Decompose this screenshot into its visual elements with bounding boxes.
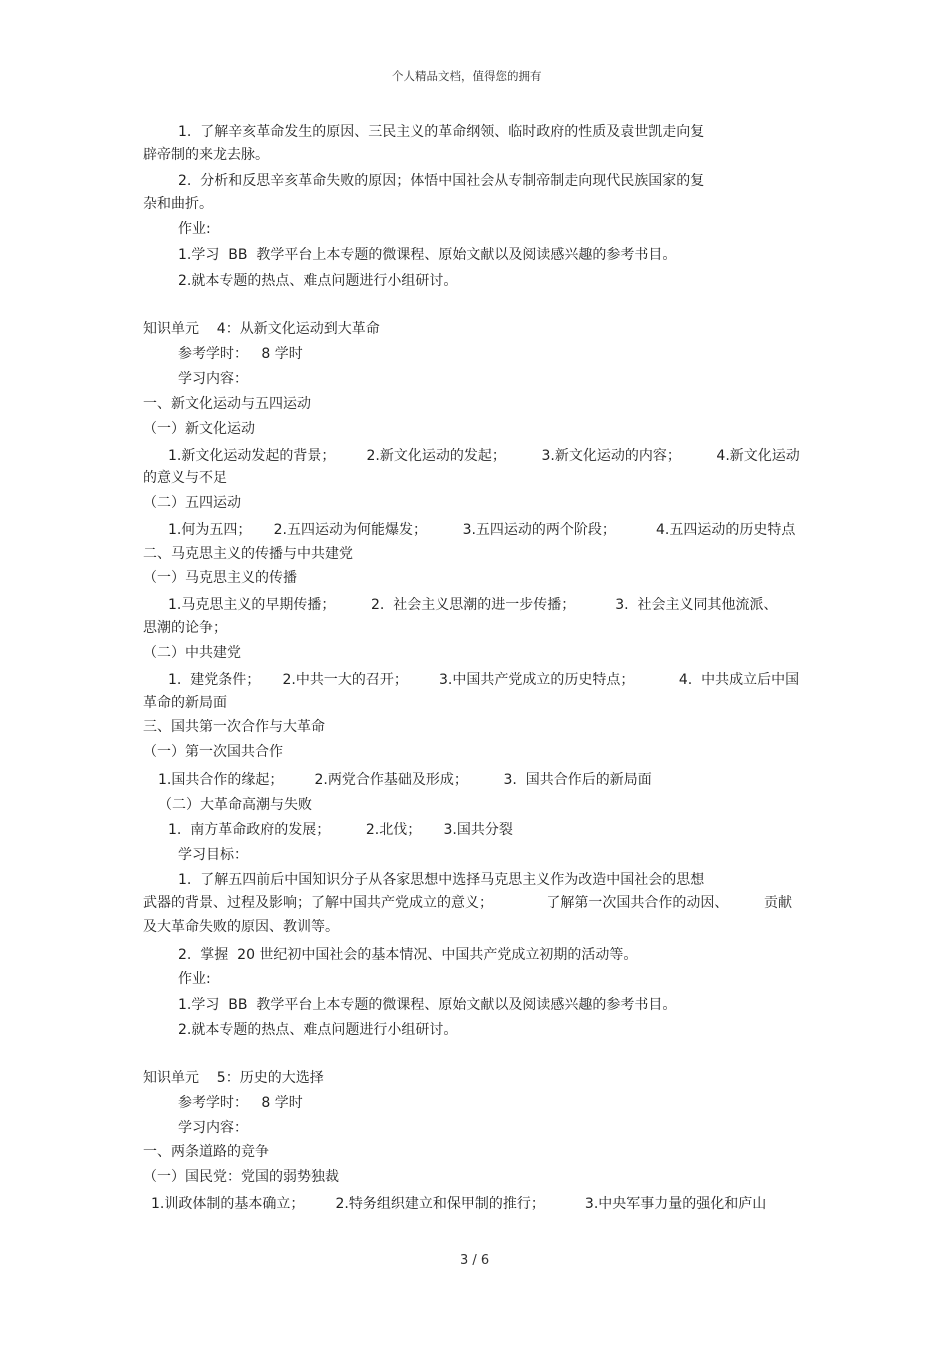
text-line: 2. 掌握 20 世纪初中国社会的基本情况、中国共产党成立初期的活动等。 xyxy=(178,947,638,963)
text-line: 一、新文化运动与五四运动 xyxy=(143,396,311,412)
text-line: （二）五四运动 xyxy=(143,495,241,511)
text-line: 1. 南方革命政府的发展； 2.北伐； 3.国共分裂 xyxy=(168,822,513,838)
text-line: （一）国民党：党国的弱势独裁 xyxy=(143,1169,339,1185)
text-line: 1.学习 BB 教学平台上本专题的微课程、原始文献以及阅读感兴趣的参考书目。 xyxy=(178,247,677,263)
text-line: 及大革命失败的原因、教训等。 xyxy=(143,919,339,935)
text-line: 1.何为五四； 2.五四运动为何能爆发； 3.五四运动的两个阶段； 4.五四运动的历史特点 xyxy=(168,522,796,538)
text-line: 革命的新局面 xyxy=(143,695,227,711)
text-line: 作业: xyxy=(178,221,211,237)
text-line: （一）第一次国共合作 xyxy=(143,744,283,760)
text-line: （二）大革命高潮与失败 xyxy=(158,797,312,813)
text-line: 三、国共第一次合作与大革命 xyxy=(143,719,325,735)
text-line: 学习内容： xyxy=(178,1120,248,1136)
text-line: 辟帝制的来龙去脉。 xyxy=(143,147,269,163)
text-line: 参考学时： 8 学时 xyxy=(178,346,303,362)
text-line: 杂和曲折。 xyxy=(143,196,213,212)
text-line: 学习内容： xyxy=(178,371,248,387)
text-line: 2.就本专题的热点、难点问题进行小组研讨。 xyxy=(178,1022,458,1038)
text-line: 1.新文化运动发起的背景； 2.新文化运动的发起； 3.新文化运动的内容； 4.新文化运动 xyxy=(168,448,800,464)
text-line: 作业: xyxy=(178,971,211,987)
page-number: 3 / 6 xyxy=(460,1253,490,1268)
text-line: 2.就本专题的热点、难点问题进行小组研讨。 xyxy=(178,273,458,289)
text-line: （一）新文化运动 xyxy=(143,421,255,437)
text-line: 1. 建党条件； 2.中共一大的召开； 3.中国共产党成立的历史特点； 4. 中共成立后中国 xyxy=(168,672,800,688)
text-line: 1.马克思主义的早期传播； 2. 社会主义思潮的进一步传播； 3. 社会主义同其他流派、 xyxy=(168,597,778,613)
text-line: 参考学时： 8 学时 xyxy=(178,1095,303,1111)
text-line: 1. 了解五四前后中国知识分子从各家思想中选择马克思主义作为改造中国社会的思想 xyxy=(178,872,705,888)
text-line: （一）马克思主义的传播 xyxy=(143,570,297,586)
text-line: 一、两条道路的竞争 xyxy=(143,1144,269,1160)
text-line: 二、马克思主义的传播与中共建党 xyxy=(143,546,353,562)
text-line: 1.国共合作的缘起； 2.两党合作基础及形成； 3. 国共合作后的新局面 xyxy=(158,772,652,788)
text-line: 2. 分析和反思辛亥革命失败的原因；体悟中国社会从专制帝制走向现代民族国家的复 xyxy=(178,173,705,189)
text-line: 1. 了解辛亥革命发生的原因、三民主义的革命纲领、临时政府的性质及袁世凯走向复 xyxy=(178,124,705,140)
page-header: 个人精品文档，值得您的拥有 xyxy=(392,69,542,83)
text-line: 1.训政体制的基本确立； 2.特务组织建立和保甲制的推行； 3.中央军事力量的强化和庐山 xyxy=(151,1196,767,1212)
text-line: 1.学习 BB 教学平台上本专题的微课程、原始文献以及阅读感兴趣的参考书目。 xyxy=(178,997,677,1013)
text-line: （二）中共建党 xyxy=(143,645,241,661)
text-line: 的意义与不足 xyxy=(143,470,227,486)
section-heading: 知识单元 4：从新文化运动到大革命 xyxy=(143,321,380,337)
text-line: 思潮的论争； xyxy=(143,620,227,636)
section-heading: 知识单元 5：历史的大选择 xyxy=(143,1070,324,1086)
text-line: 学习目标： xyxy=(178,847,248,863)
text-line: 武器的背景、过程及影响；了解中国共产党成立的意义； 了解第一次国共合作的动因、 贡献 xyxy=(143,895,793,911)
